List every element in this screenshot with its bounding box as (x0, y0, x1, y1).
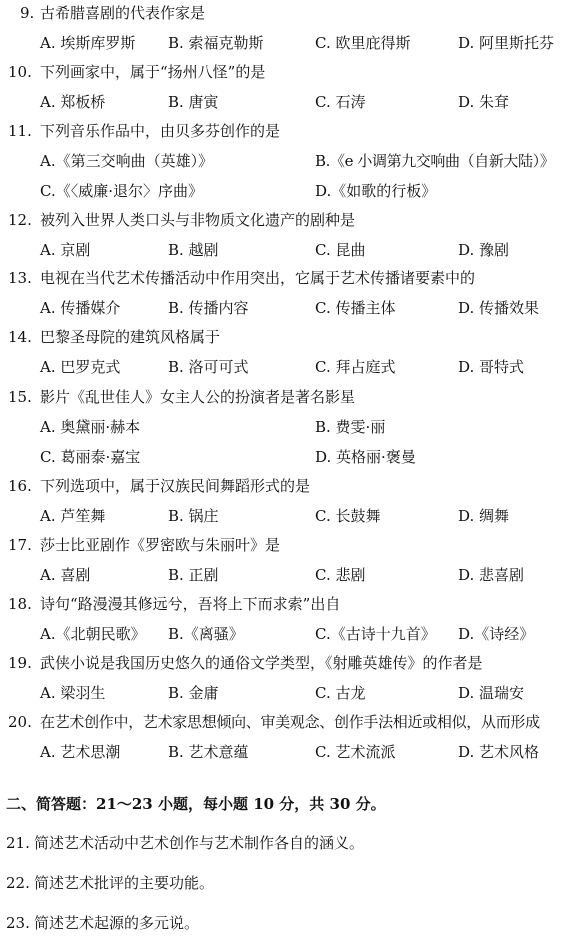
answer-option: D. 绸舞 (458, 507, 510, 525)
question-number: 16. (8, 477, 32, 495)
question-text: 武侠小说是我国历史悠久的通俗文学类型，《射雕英雄传》的作者是 (40, 654, 483, 672)
answer-option: D. 艺术风格 (458, 743, 540, 761)
question-number: 19. (8, 654, 32, 672)
section-heading: 二、简答题：21～23 小题，每小题 10 分，共 30 分。 (6, 795, 386, 813)
answer-option: C. 葛丽泰·嘉宝 (40, 448, 141, 466)
question-number: 10. (8, 63, 32, 81)
answer-option: D. 传播效果 (458, 299, 540, 317)
question-number: 23. (6, 914, 30, 932)
question-text: 电视在当代艺术传播活动中作用突出，它属于艺术传播诸要素中的 (40, 269, 476, 287)
question-number: 14. (8, 328, 32, 346)
answer-option: B. 索福克勒斯 (168, 34, 264, 52)
question-number: 20. (8, 713, 32, 731)
answer-option: B. 正剧 (168, 566, 219, 584)
answer-option: D. 温瑞安 (458, 684, 525, 702)
answer-option: B. 金庸 (168, 684, 219, 702)
answer-option: B. 艺术意蕴 (168, 743, 249, 761)
answer-option: A.《第三交响曲（英雄）》 (40, 152, 214, 170)
answer-option: D. 英格丽·褒曼 (315, 448, 416, 466)
answer-option: A. 巴罗克式 (40, 358, 121, 376)
question-text: 巴黎圣母院的建筑风格属于 (40, 328, 221, 346)
answer-option: B.《离骚》 (168, 625, 244, 643)
answer-option: D. 朱耷 (458, 93, 510, 111)
question-number: 18. (8, 595, 32, 613)
answer-option: A. 梁羽生 (40, 684, 106, 702)
question-number: 13. (8, 269, 32, 287)
answer-option: A. 艺术思潮 (40, 743, 121, 761)
answer-option: B. 唐寅 (168, 93, 219, 111)
answer-option: A. 喜剧 (40, 566, 91, 584)
answer-option: C. 欧里庇得斯 (315, 34, 411, 52)
answer-option: C. 昆曲 (315, 241, 366, 259)
answer-option: B. 传播内容 (168, 299, 249, 317)
question-number: 21. (6, 834, 30, 852)
answer-option: D. 阿里斯托芬 (458, 34, 555, 52)
answer-option: A.《北朝民歌》 (40, 625, 146, 643)
question-text: 下列画家中，属于“扬州八怪”的是 (40, 63, 266, 81)
answer-option: B. 锅庄 (168, 507, 219, 525)
question-number: 12. (8, 211, 32, 229)
question-number: 22. (6, 874, 30, 892)
question-number: 11. (8, 122, 32, 140)
question-text: 诗句“路漫漫其修远兮，吾将上下而求索”出自 (40, 595, 341, 613)
question-text: 下列选项中，属于汉族民间舞蹈形式的是 (40, 477, 311, 495)
question-number: 17. (8, 536, 32, 554)
answer-option: D. 哥特式 (458, 358, 525, 376)
answer-option: A. 传播媒介 (40, 299, 121, 317)
answer-option: C. 传播主体 (315, 299, 396, 317)
question-text: 古希腊喜剧的代表作家是 (40, 4, 206, 22)
question-text: 简述艺术起源的多元说。 (34, 914, 200, 932)
answer-option: B. 洛可可式 (168, 358, 249, 376)
answer-option: B. 越剧 (168, 241, 219, 259)
answer-option: C. 悲剧 (315, 566, 366, 584)
question-text: 下列音乐作品中，由贝多芬创作的是 (40, 122, 281, 140)
question-number: 9. (20, 4, 35, 22)
question-text: 莎士比亚剧作《罗密欧与朱丽叶》是 (40, 536, 281, 554)
answer-option: C. 艺术流派 (315, 743, 396, 761)
answer-option: A. 埃斯库罗斯 (40, 34, 136, 52)
answer-option: A. 郑板桥 (40, 93, 106, 111)
question-text: 被列入世界人类口头与非物质文化遗产的剧种是 (40, 211, 356, 229)
answer-option: C. 石涛 (315, 93, 366, 111)
answer-option: A. 芦笙舞 (40, 507, 106, 525)
answer-option: C. 拜占庭式 (315, 358, 396, 376)
answer-option: C.《〈威廉·退尔〉序曲》 (40, 182, 203, 200)
answer-option: B.《e 小调第九交响曲（自新大陆）》 (315, 152, 555, 170)
answer-option: D. 豫剧 (458, 241, 510, 259)
answer-option: B. 费雯·丽 (315, 418, 386, 436)
answer-option: D. 悲喜剧 (458, 566, 525, 584)
question-text: 简述艺术活动中艺术创作与艺术制作各自的涵义。 (34, 834, 365, 852)
answer-option: A. 奥黛丽·赫本 (40, 418, 141, 436)
answer-option: A. 京剧 (40, 241, 91, 259)
answer-option: C. 长鼓舞 (315, 507, 381, 525)
question-number: 15. (8, 388, 32, 406)
question-text: 在艺术创作中，艺术家思想倾向、审美观念、创作手法相近或相似，从而形成 (40, 713, 540, 731)
answer-option: C.《古诗十九首》 (315, 625, 436, 643)
answer-option: D.《如歌的行板》 (315, 182, 437, 200)
question-text: 简述艺术批评的主要功能。 (34, 874, 215, 892)
answer-option: C. 古龙 (315, 684, 366, 702)
answer-option: D.《诗经》 (458, 625, 535, 643)
question-text: 影片《乱世佳人》女主人公的扮演者是著名影星 (40, 388, 356, 406)
